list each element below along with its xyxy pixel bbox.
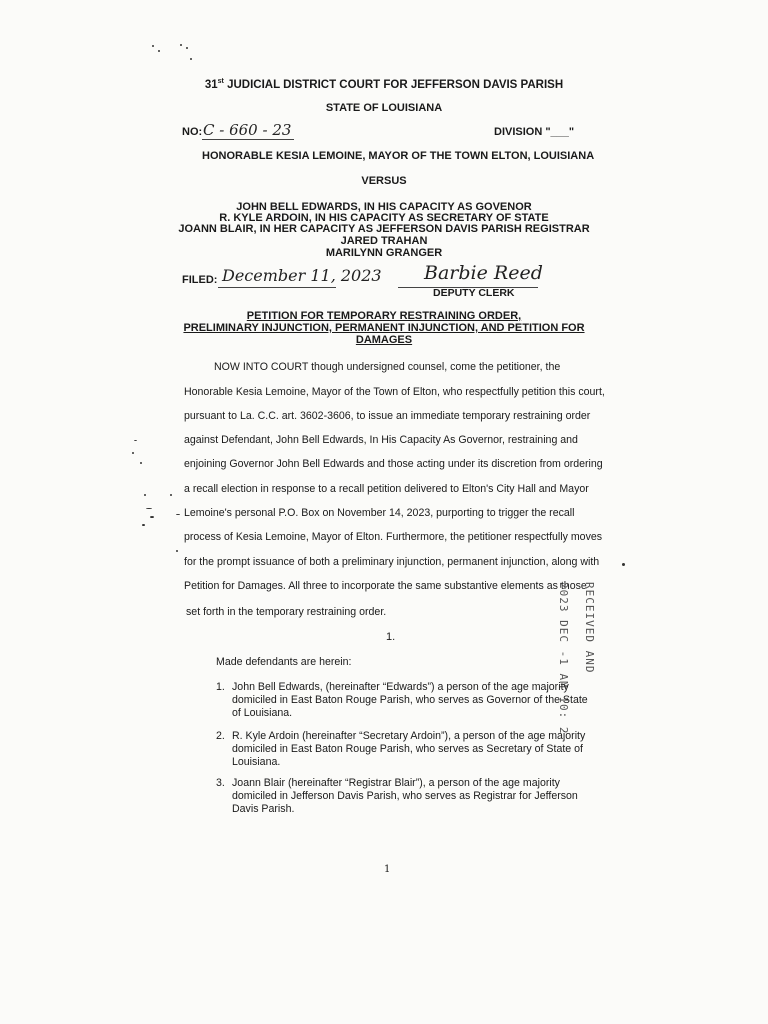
division-label: DIVISION "___": [494, 126, 575, 138]
plaintiff: HONORABLE KESIA LEMOINE, MAYOR OF THE TOWN ELTON, LOUISIANA: [202, 150, 595, 162]
body-line: Honorable Kesia Lemoine, Mayor of the Town of Elton, who respectfully petition this court,: [184, 386, 605, 398]
scan-speck: [132, 452, 134, 454]
body-line: pursuant to La. C.C. art. 3602-3606, to issue an immediate temporary restraining order: [184, 410, 591, 422]
scan-speck: [146, 508, 152, 509]
case-number-value: C - 660 - 23: [203, 121, 292, 139]
court-number: 31: [204, 78, 218, 91]
body-line: Lemoine's personal P.O. Box on November 14, 2023, purporting to trigger the recall: [184, 507, 575, 519]
filed-label: FILED:: [182, 274, 218, 286]
clerk-label: DEPUTY CLERK: [433, 287, 515, 299]
court-name: JUDICIAL DISTRICT COURT FOR JEFFERSON DAVIS PARISH: [223, 78, 564, 91]
list-item-text: R. Kyle Ardoin (hereinafter “Secretary Ardoin”), a person of the age majority domiciled in East Baton Rouge Parish, who serves as Secretary of State of Louisiana.: [232, 730, 586, 768]
case-number-label: NO:: [182, 126, 203, 138]
petition-title-line3: DAMAGES: [355, 334, 413, 346]
list-item-number: 2.: [216, 730, 225, 742]
scan-speck: [150, 516, 154, 518]
received-stamp: [526, 582, 606, 735]
body-line: process of Kesia Lemoine, Mayor of Elton. Furthermore, the petitioner respectfully moves: [184, 531, 603, 543]
scan-speck: [176, 514, 180, 515]
defendant-4: JARED TRAHAN: [340, 235, 428, 247]
scan-speck: [170, 494, 172, 496]
section-number: 1.: [386, 631, 396, 643]
defendant-3: JOANN BLAIR, IN HER CAPACITY AS JEFFERSON DAVIS PARISH REGISTRAR: [178, 223, 590, 235]
body-line: against Defendant, John Bell Edwards, In His Capacity As Governor, restraining and: [184, 434, 578, 446]
body-line: set forth in the temporary restraining order.: [186, 606, 387, 618]
scan-speck: [176, 550, 178, 552]
list-item-text: Joann Blair (hereinafter “Registrar Blair”), a person of the age majority domiciled in Jefferson Davis Parish, who serves as Registrar for Jefferson Davis Parish.: [232, 777, 578, 815]
scan-speck: [134, 440, 137, 441]
stamp-line-1: RECEIVED AND: [583, 582, 596, 674]
stamp-line-2: 2023 DEC -1 AM 10: 2: [557, 582, 570, 735]
defendant-5: MARILYNN GRANGER: [325, 247, 443, 259]
state-heading: STATE OF LOUISIANA: [325, 102, 443, 114]
case-number-underline: [202, 139, 294, 140]
scan-speck: [190, 58, 192, 60]
defendant-1: JOHN BELL EDWARDS, IN HIS CAPACITY AS GOVENOR: [236, 201, 532, 213]
defendant-2: R. KYLE ARDOIN, IN HIS CAPACITY AS SECRETARY OF STATE: [219, 212, 549, 224]
list-item-number: 3.: [216, 777, 225, 789]
list-item-text: John Bell Edwards, (hereinafter “Edwards”) a person of the age majority domiciled in East Baton Rouge Parish, who serves as Governor of the State of Louisiana.: [232, 681, 588, 719]
scan-speck: [186, 47, 188, 49]
scan-speck: [144, 494, 146, 496]
versus: VERSUS: [361, 175, 407, 187]
petition-title-line2: PRELIMINARY INJUNCTION, PERMANENT INJUNCTION, AND PETITION FOR: [183, 322, 585, 334]
body-line: for the prompt issuance of both a preliminary injunction, permanent injunction, along with: [184, 556, 600, 568]
scan-speck: [152, 45, 154, 47]
filed-underline: [218, 287, 336, 288]
body-line: enjoining Governor John Bell Edwards and those acting under its discretion from ordering: [184, 458, 603, 470]
list-item-number: 1.: [216, 681, 225, 693]
section-intro: Made defendants are herein:: [216, 656, 352, 668]
scan-speck: [180, 44, 182, 46]
petition-title-line1: PETITION FOR TEMPORARY RESTRAINING ORDER,: [246, 310, 522, 322]
body-line: Petition for Damages. All three to incorporate the same substantive elements as those: [184, 580, 587, 592]
scan-speck: [622, 563, 625, 566]
scan-speck: [140, 462, 142, 464]
scan-speck: [158, 50, 160, 52]
clerk-signature: Barbie Reed: [424, 262, 543, 284]
court-heading: [0, 78, 768, 91]
page-number: 1: [384, 864, 391, 875]
scan-speck: [142, 524, 145, 526]
body-line: NOW INTO COURT though undersigned counsel, come the petitioner, the: [214, 361, 561, 373]
body-line: a recall election in response to a recall petition delivered to Elton's City Hall and Mayor: [184, 483, 589, 495]
court-ordinal: st: [217, 78, 224, 85]
filed-date-handwritten: December 11, 2023: [222, 266, 382, 285]
